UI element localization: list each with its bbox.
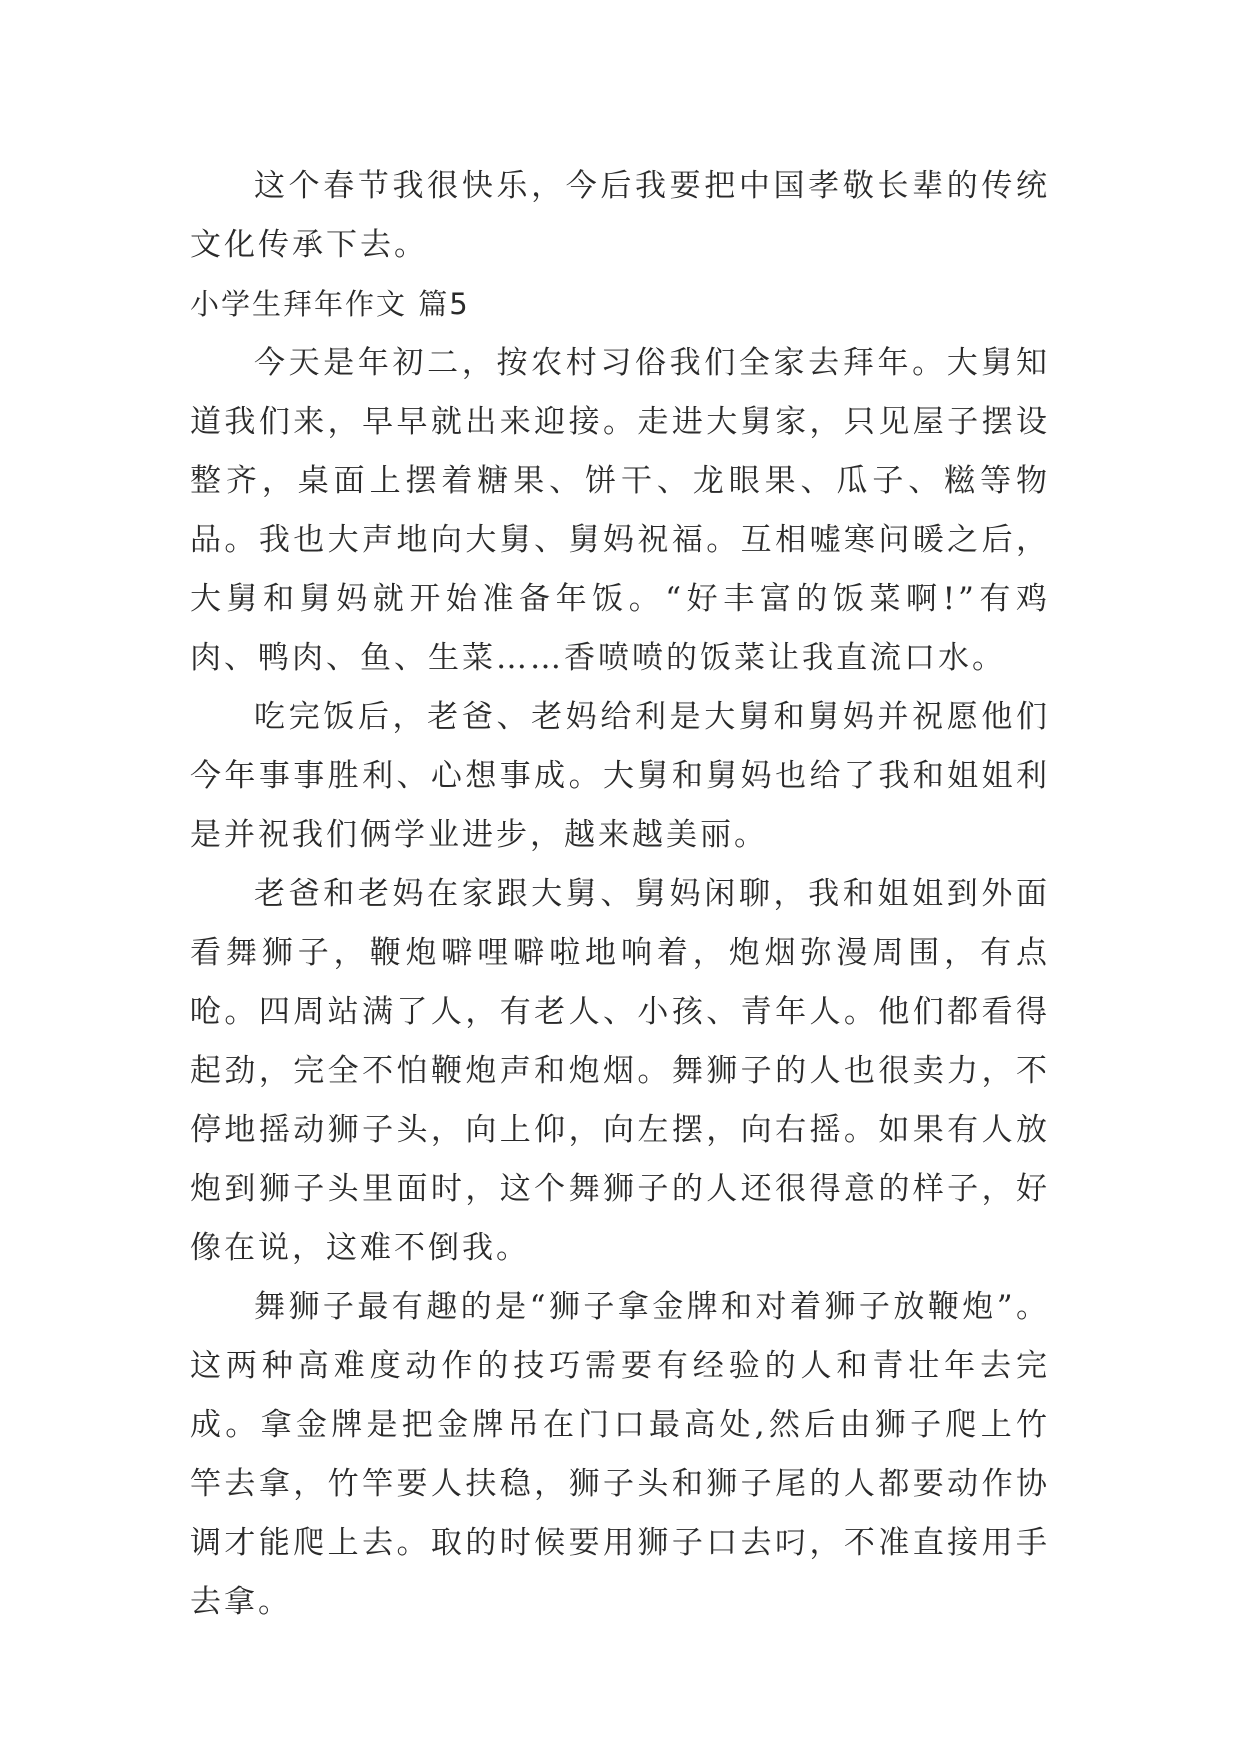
paragraph-lucky-money: 吃完饭后，老爸、老妈给利是大舅和舅妈并祝愿他们今年事事胜利、心想事成。大舅和舅妈也给了我和姐姐利是并祝我们俩学业进步，越来越美丽。 [190,699,1050,853]
paragraph-gold-medal: 舞狮子最有趣的是“狮子拿金牌和对着狮子放鞭炮”。这两种高难度动作的技巧需要有经验的人和青壮年去完成。拿金牌是把金牌吊在门口最高处,然后由狮子爬上竹竿去拿，竹竿要人扶稳，狮子头和狮子尾的人都要动作协调才能爬上去。取的时候要用狮子口去叼，不准直接用手去拿。 [190,1289,1050,1620]
document-body [190,157,1050,1632]
paragraph-visit: 今天是年初二，按农村习俗我们全家去拜年。大舅知道我们来，早早就出来迎接。走进大舅家，只见屋子摆设整齐，桌面上摆着糖果、饼干、龙眼果、瓜子、糍等物品。我也大声地向大舅、舅妈祝福。互相嘘寒问暖之后，大舅和舅妈就开始准备年饭。“好丰富的饭菜啊!”有鸡肉、鸭肉、鱼、生菜……香喷喷的饭菜让我直流口水。 [190,345,1050,676]
paragraph-lion-dance: 老爸和老妈在家跟大舅、舅妈闲聊，我和姐姐到外面看舞狮子，鞭炮噼哩噼啦地响着，炮烟弥漫周围，有点呛。四周站满了人，有老人、小孩、青年人。他们都看得起劲，完全不怕鞭炮声和炮烟。舞狮子的人也很卖力，不停地摇动狮子头，向上仰，向左摆，向右摇。如果有人放炮到狮子头里面时，这个舞狮子的人还很得意的样子，好像在说，这难不倒我。 [190,876,1050,1266]
paragraph-closing: 这个春节我很快乐，今后我要把中国孝敬长辈的传统文化传承下去。 [190,168,1050,263]
section-heading: 小学生拜年作文 篇5 [190,287,470,321]
